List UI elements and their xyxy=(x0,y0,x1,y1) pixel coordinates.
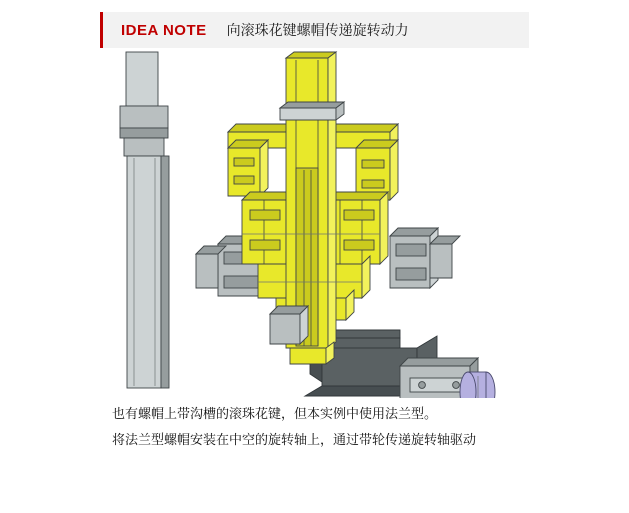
shaft-top-collars xyxy=(280,102,344,120)
technical-illustration xyxy=(100,48,529,398)
idea-note-title: 向滚珠花键螺帽传递旋转动力 xyxy=(226,23,409,39)
lower-collar xyxy=(270,306,308,344)
caption-block xyxy=(112,402,532,454)
cross-section-drawing xyxy=(100,48,529,398)
idea-note-header xyxy=(100,12,529,48)
caption-line-2: 将法兰型螺帽安装在中空的旋转轴上，通过带轮传递旋转轴驱动 xyxy=(112,433,477,448)
caption-line-1: 也有螺帽上带沟槽的滚珠花键，但本实例中使用法兰型。 xyxy=(112,407,438,422)
idea-note-tag: IDEA NOTE xyxy=(121,21,207,39)
